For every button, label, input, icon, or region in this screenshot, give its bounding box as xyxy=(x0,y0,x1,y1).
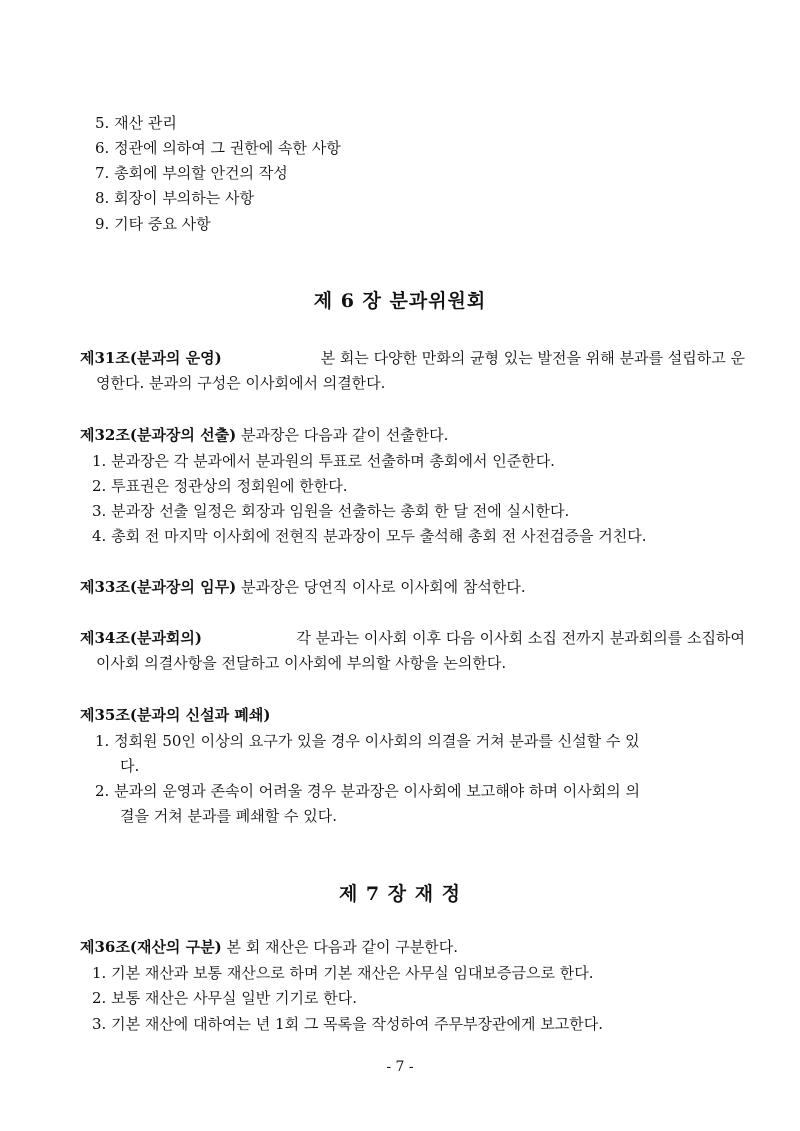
article-text: 각 분과는 이사회 이후 다음 이사회 소집 전까지 분과회의를 소집하여 xyxy=(296,629,745,647)
page-number: - 7 - xyxy=(386,1059,414,1075)
article-heading: 제33조(분과장의 임무) xyxy=(80,578,237,596)
article-heading: 제32조(분과장의 선출) xyxy=(80,426,237,444)
list-item: 4. 총회 전 마지막 이사회에 전현직 분과장이 모두 출석해 총회 전 사전검증을 거친다. xyxy=(92,527,647,545)
article-36 xyxy=(80,937,458,957)
article-text: 본 회 재산은 다음과 같이 구분한다. xyxy=(226,938,458,956)
article-heading: 제36조(재산의 구분) xyxy=(80,938,222,956)
list-item: 3. 기본 재산에 대하여는 년 1회 그 목록을 작성하여 주무부장관에게 보고한다. xyxy=(92,1015,604,1033)
chapter-title: 제 6 장 분과위원회 xyxy=(313,290,487,312)
chapter-title: 제 7 장 재 정 xyxy=(338,883,462,905)
list-item: 6. 정관에 의하여 그 권한에 속한 사항 xyxy=(95,139,341,157)
list-item-continuation: 결을 거쳐 분과를 폐쇄할 수 있다. xyxy=(120,807,337,825)
article-text: 본 회는 다양한 만화의 균형 있는 발전을 위해 분과를 설립하고 운 xyxy=(320,349,745,367)
list-item: 2. 분과의 운영과 존속이 어려울 경우 분과장은 이사회에 보고해야 하며 이사회의 의 xyxy=(95,782,640,800)
list-item: 2. 보통 재산은 사무실 일반 기기로 한다. xyxy=(92,989,358,1007)
list-item: 8. 회장이 부의하는 사항 xyxy=(95,189,255,207)
list-item: 7. 총회에 부의할 안건의 작성 xyxy=(95,164,288,182)
article-32 xyxy=(80,425,448,445)
list-item: 2. 투표권은 정관상의 정회원에 한한다. xyxy=(92,477,348,495)
article-text: 영한다. 분과의 구성은 이사회에서 의결한다. xyxy=(96,374,386,392)
article-heading: 제35조(분과의 신설과 폐쇄) xyxy=(80,706,271,724)
article-33 xyxy=(80,577,526,597)
list-item: 9. 기타 중요 사항 xyxy=(95,215,211,233)
list-item: 5. 재산 관리 xyxy=(95,114,177,132)
list-item: 1. 정회원 50인 이상의 요구가 있을 경우 이사회의 의결을 거쳐 분과를 신설할 수 있 xyxy=(95,732,640,750)
list-item: 1. 기본 재산과 보통 재산으로 하며 기본 재산은 사무실 임대보증금으로 한다. xyxy=(92,964,594,982)
list-item: 3. 분과장 선출 일정은 회장과 임원을 선출하는 총회 한 달 전에 실시한다. xyxy=(92,502,570,520)
article-text: 이사회 의결사항을 전달하고 이사회에 부의할 사항을 논의한다. xyxy=(96,654,507,672)
list-item-continuation: 다. xyxy=(120,757,140,775)
article-text: 분과장은 당연직 이사로 이사회에 참석한다. xyxy=(241,578,526,596)
article-heading: 제34조(분과회의) xyxy=(80,629,203,647)
article-31 xyxy=(80,348,745,368)
article-text: 분과장은 다음과 같이 선출한다. xyxy=(241,426,449,444)
article-heading: 제31조(분과의 운영) xyxy=(80,349,222,367)
list-item: 1. 분과장은 각 분과에서 분과원의 투표로 선출하며 총회에서 인준한다. xyxy=(92,452,555,470)
article-35 xyxy=(80,705,270,725)
article-34 xyxy=(80,628,745,648)
